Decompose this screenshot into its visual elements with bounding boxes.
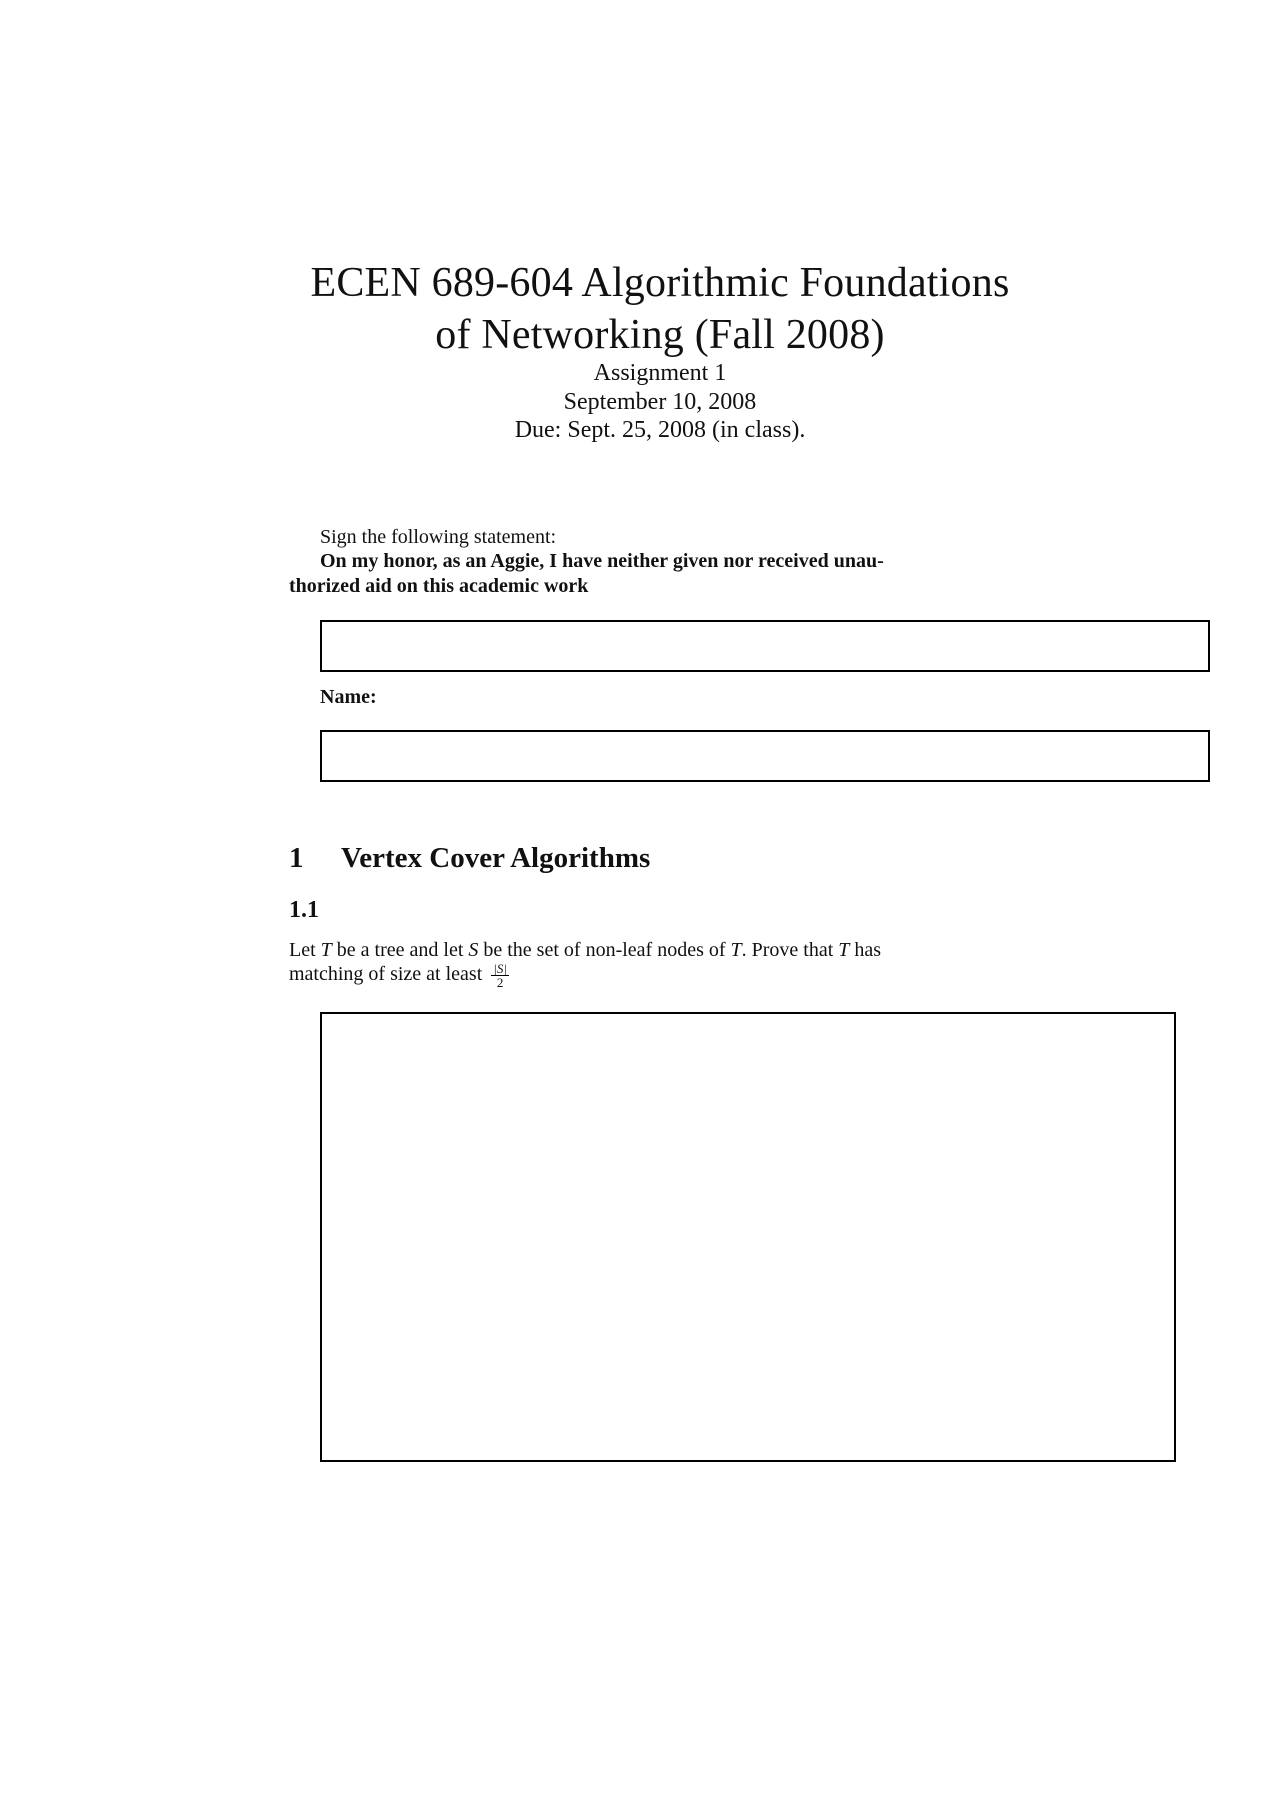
problem-text: be the set of non-leaf nodes of (478, 939, 731, 961)
subsection-heading: 1.1 (289, 897, 319, 923)
assignment-date: September 10, 2008 (563, 389, 757, 415)
name-field[interactable] (320, 730, 1210, 782)
problem-text: Let (289, 939, 321, 961)
honor-statement-line-2: thorized aid on this academic work (289, 575, 589, 597)
problem-statement-line-2 (289, 962, 509, 989)
fraction-numerator: |S| (493, 961, 507, 976)
due-date: Due: Sept. 25, 2008 (in class). (514, 417, 806, 443)
problem-text: be a tree and let (331, 939, 469, 961)
fraction-s-over-2 (491, 962, 509, 989)
document-title-line-1: ECEN 689-604 Algorithmic Foundations (310, 260, 1010, 306)
problem-text: matching of size at least (289, 963, 488, 986)
assignment-label: Assignment 1 (593, 360, 727, 386)
problem-text: . Prove that (741, 939, 839, 961)
section-title: Vertex Cover Algorithms (341, 842, 651, 874)
math-var-t: T (730, 939, 742, 961)
answer-box[interactable] (320, 1012, 1176, 1462)
section-heading (289, 840, 650, 876)
fraction-denominator: 2 (496, 975, 504, 990)
math-var-t: T (838, 939, 850, 961)
document-title-line-2: of Networking (Fall 2008) (435, 312, 885, 358)
signature-field[interactable] (320, 620, 1210, 672)
problem-text: has (849, 939, 882, 961)
problem-statement-line-1 (289, 938, 881, 962)
math-var-t: T (320, 939, 332, 961)
section-number: 1 (289, 842, 304, 874)
honor-statement-line-1: On my honor, as an Aggie, I have neither given nor received unau- (320, 550, 884, 572)
name-label: Name: (320, 686, 377, 708)
sign-instruction: Sign the following statement: (320, 526, 557, 548)
math-var-s: S (468, 939, 479, 961)
